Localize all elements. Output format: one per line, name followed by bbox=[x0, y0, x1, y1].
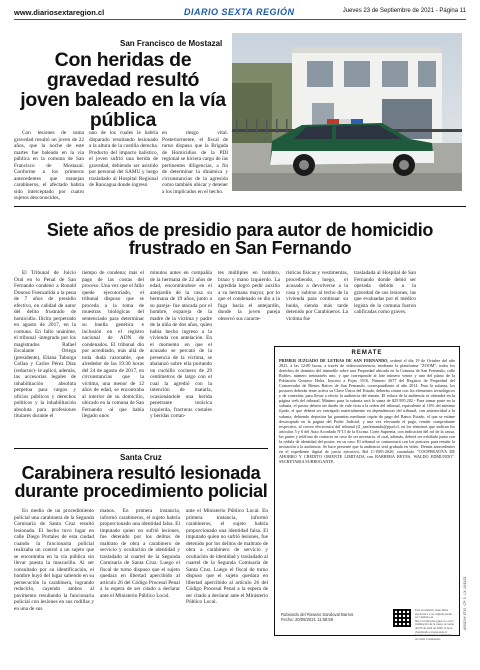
article1-col2: uno de los cuales le habría disparado resultando lesionado a la altura de la costilla derecha. Producto del impacto balístico, el joven sufrió una herida de gravedad, debiendo ser asistido por personal del SAMU y luego trasladado al Hospital Regional de Rancagua donde ingresó bbox=[89, 130, 158, 188]
remate-fine-print: Este documento tiene firma electrónica y su original puede ser validado en http://verificadoc.pjud.cl o en la tramitación de la causa. A contar del 05 de abril de 2020, la hora visualizada corresponde al horario de invierno establecido en Chile Continental. bbox=[415, 608, 455, 641]
police-car-illustration bbox=[232, 33, 462, 191]
section-divider-2 bbox=[14, 448, 268, 449]
article1-col3: en riesgo vital. Posteriormente, el fiscal de turno dispuso que la Brigada de Homicidios de la PDI regional se hiciera cargo de las pertinentes diligencias, a fin de determinar la dinámica y circunstancias de la agresión como también ubicar y detener a los implicados en el hecho. bbox=[162, 130, 228, 195]
article2-col3: minutos antes en compañía de la hermana de 22 años de edad, encontrándose en el antejardín de la casa su hermana de 19 años, junto a su pareja- fue atacada por el hombre, expareja de la madre de la víctima y padre de la niña de dos años, quien había hecho ingreso a la vivienda con antelación. En el momento en que el acusado se percató de la presencia de la víctima, se abalanzó sobre ella portando un cuchillo cocinero de 29 centímetros de largo con el cual la agredió con la intención de matarla, ocasionándole una herida penetrante torácica izquierda, fracturas costales y heridas cortan- bbox=[150, 270, 212, 419]
article3-headline: Carabinera resultó lesionada durante procedimiento policial bbox=[14, 463, 268, 502]
article3-col2: manos. En primera instancia, informó carabineros, el sujeto habría proporcionado una identidad falsa. El imputado quien no sufrió lesiones, fue detenido por los delitos de maltrato de obra a carabinero de servicio y ocultación de identidad y trasladado al cuartel de la Segunda Comisaría de Santa Cruz. Luego el fiscal de turno dispuso que el sujeto quedara en libertad apercibido al artículo 26 del Código Procesal Penal a la espera de ser citado a declarar ante el Ministerio Público Local. bbox=[100, 508, 180, 599]
section-divider bbox=[14, 206, 466, 207]
remate-body bbox=[279, 358, 455, 464]
remate-heading: PRIMER JUZGADO DE LETRAS DE SAN FERNANDO, bbox=[279, 358, 389, 363]
article2-col1: El Tribunal de Juicio Oral en lo Penal de San Fernando condenó a Ronald Donoso Fuenzalida a la pena de 7 años de presidio efectivo, en calidad de autor del delito frustrado de homicidio. Ilícito perpetrado en agosto de 2017, en la comuna. En fallo unánime, el tribunal -integrado por los magistrados Rafael Escalante Ortega (presidente), Eliana Taborga Collao y Carlos Pérez Díaz (redactor)- le aplicó, además, las accesorias legales de inhabilitación absoluta perpetua para cargos y oficios públicos y derechos políticos y la inhabilitación absoluta para profesiones titulares durante el bbox=[14, 270, 76, 419]
article1-col1: Con lesiones de suma gravedad resultó un joven de 22 años, que la noche de este martes fue baleado en la vía pública en la comuna de San Francisco de Mostazal. Conforme a los primeros antecedentes que manejan carabineros, el afectado habría sido interceptado por cuatro sujetos desconocidos, bbox=[14, 130, 84, 201]
article2-col2: tiempo de condena; más el pago de las costas del proceso. Una vez que el fallo quede ejecutoriado, el tribunal dispuso que se proceda a la toma de muestras biológicas del sentenciado para determinar su huella genética e inclusión en el registro nacional de ADN de condenados. El tribunal dio por acreditado, más allá de toda duda razonable, que alrededor de las 19:30 horas del 24 de agosto de 2017, en circunstancias que la víctima, una menor de 12 años de edad, se encontraba al interior de su domicilio, ubicado en la comuna de San Fernando -al que había llegado unos bbox=[82, 270, 144, 419]
article3-kicker: Santa Cruz bbox=[120, 453, 162, 462]
remate-title: REMATE bbox=[351, 350, 383, 356]
masthead-brand: DIARIO SEXTA REGIÓN bbox=[184, 7, 295, 17]
signature-name: Rubiondo del Rosario Sandoval Barros bbox=[281, 612, 354, 617]
page-header bbox=[14, 8, 466, 20]
article2-col4: tes múltiples en hombro, brazo y mano izquierdo. La agredida logró pedir auxilio a su hermana mayor, por lo que el condenado se dio a la fuga hacia el antejardín, donde la joven pareja observó sus caracte- bbox=[218, 270, 280, 322]
date-page: Jueves 23 de Septiembre de 2021 - Página 11 bbox=[342, 8, 466, 14]
remate-notice bbox=[274, 346, 460, 641]
article2-headline: Siete años de presidio para autor de homicidio frustrado en San Fernando bbox=[46, 220, 434, 259]
remate-text: ordenó el día 19 de Octubre del año 2021, a las 12:00 horas, a través de videoconferencia, mediante la plataforma "ZOOM", todos los derechos de dominio del inmueble sobre una Propiedad ubicada en la Comuna de San Fernando, calle Robles, número treintaiséis uno, y que corresponde al lote número veinte y uno del plano de la Población Gustavo Holtz. Inscrito a Fojas 3516, Número 3677 del Registro de Propiedad del Conservador de Bienes Raíces de San Fernando, correspondiente al año 2014. Para la subasta, los postores deberán tener activa su Clave Única del Estado, deberán contar con los elementos tecnológicos y de conexión, para llevar a efecto la audiencia del remate. El enlace de la audiencia se obtendrá en la página web del tribunal. Mínimo para la subasta será la suma de $25.995.202.- Para tomar parte en la subasta, el postor deberá ser dueño de vale vista a la orden del tribunal, equivalente al 10% del mínimo fijado, el que deberá ser entregado materialmente en dependencias del tribunal, con anterioridad a la subasta, debiendo depositar las garantías mediante cupón de pago del Banco Estado, el que se estime desocupado en la pagina del Poder Judicial, y una vez efectuado el pago, remitir comprobante respectivo, al correo electrónico del tribunal jl1_sanfernando@pjud.cl, en los términos que indican los artículos 5 y 6 del Auto Acordado Nº13 de la Excma. Corte Suprema, con indicación del rol de la causa, las partes y teléfono de contacto en caso de ser necesario, el cual, además, deberá ser exhibido junto con la cédula de identidad del postor, en su caso. El tribunal se comunicará con los postores para remitir la invitación a la audiencia. Se hace presente que la audiencia será grabada en video. Demás antecedentes en el expediente digital de juicio ejecutivo, Rol C-1985-2020, caratulado "COOPERATIVA DE AHORRO Y CREDITO ORIENTE LIMITADA con BARRERA REYES, WALDO EDMUNDO". SECRETARIA SUBROGANTE. bbox=[279, 358, 456, 464]
qr-code-icon bbox=[393, 609, 411, 627]
article3-col3: ante el Ministerio Público Local. En primera instancia, informó carabineros, el sujeto habría proporcionado una identidad falsa. El imputado quien no sufrió lesiones, fue detenido por los delitos de maltrato de obra a carabinero de servicio y ocultación de identidad y trasladado al cuartel de la Segunda Comisaría de Santa Cruz. Luego el fiscal de turno dispuso que el sujeto quedara en libertad apercibido al artículo 26 del Código Procesal Penal a la espera de ser citado a declarar ante el Ministerio Público Local. bbox=[186, 508, 268, 605]
article2-col5: rísticas físicas y vestimentas, procediendo, luego, el acusado a devolverse a la casa y subirse al techo de la vivienda para continuar su huida, siendo más tarde detenido por Carabineros. La víctima fue bbox=[286, 270, 348, 322]
article1-photo bbox=[232, 33, 462, 191]
article3-col1: En medio de un procedimiento policial una carabinera de la Segunda Comisaría de Santa Cruz resultó lesionada. El hecho tuvo lugar en calle Diego Portales de esta ciudad cuando la funcionaria policial realizaba un control a un sujeto que se encontraba en la vía pública sin llevar puesta la mascarilla. Al ser consultado por su identificación, el hombre huyó del lugar saliendo en su persecución la carabinera, logrando reducirlo, cayendo ambos al pavimento resultando la funcionaria policial con lesiones en sus rodillas y en una de sus bbox=[14, 508, 94, 612]
article2-col6: trasladada al Hospital de San Fernando donde debió ser operada debido a la gravedad de sus lesiones, las que evaluadas por el médico legista de la comuna fueron calificadas como graves. bbox=[354, 270, 416, 315]
signature-date: Fecha: 20/09/2021 11:58:58 bbox=[281, 617, 334, 622]
remate-side-note: AVISO Nº 6713 · CP: 5 · LX: 19/11/21 bbox=[463, 576, 467, 630]
site-url[interactable]: www.diariosextaregion.cl bbox=[14, 8, 105, 17]
article1-headline: Con heridas de gravedad resultó joven baleado en la vía pública bbox=[20, 49, 226, 131]
article1-kicker: San Francisco de Mostazal bbox=[120, 39, 223, 48]
remate-signature bbox=[281, 612, 353, 622]
